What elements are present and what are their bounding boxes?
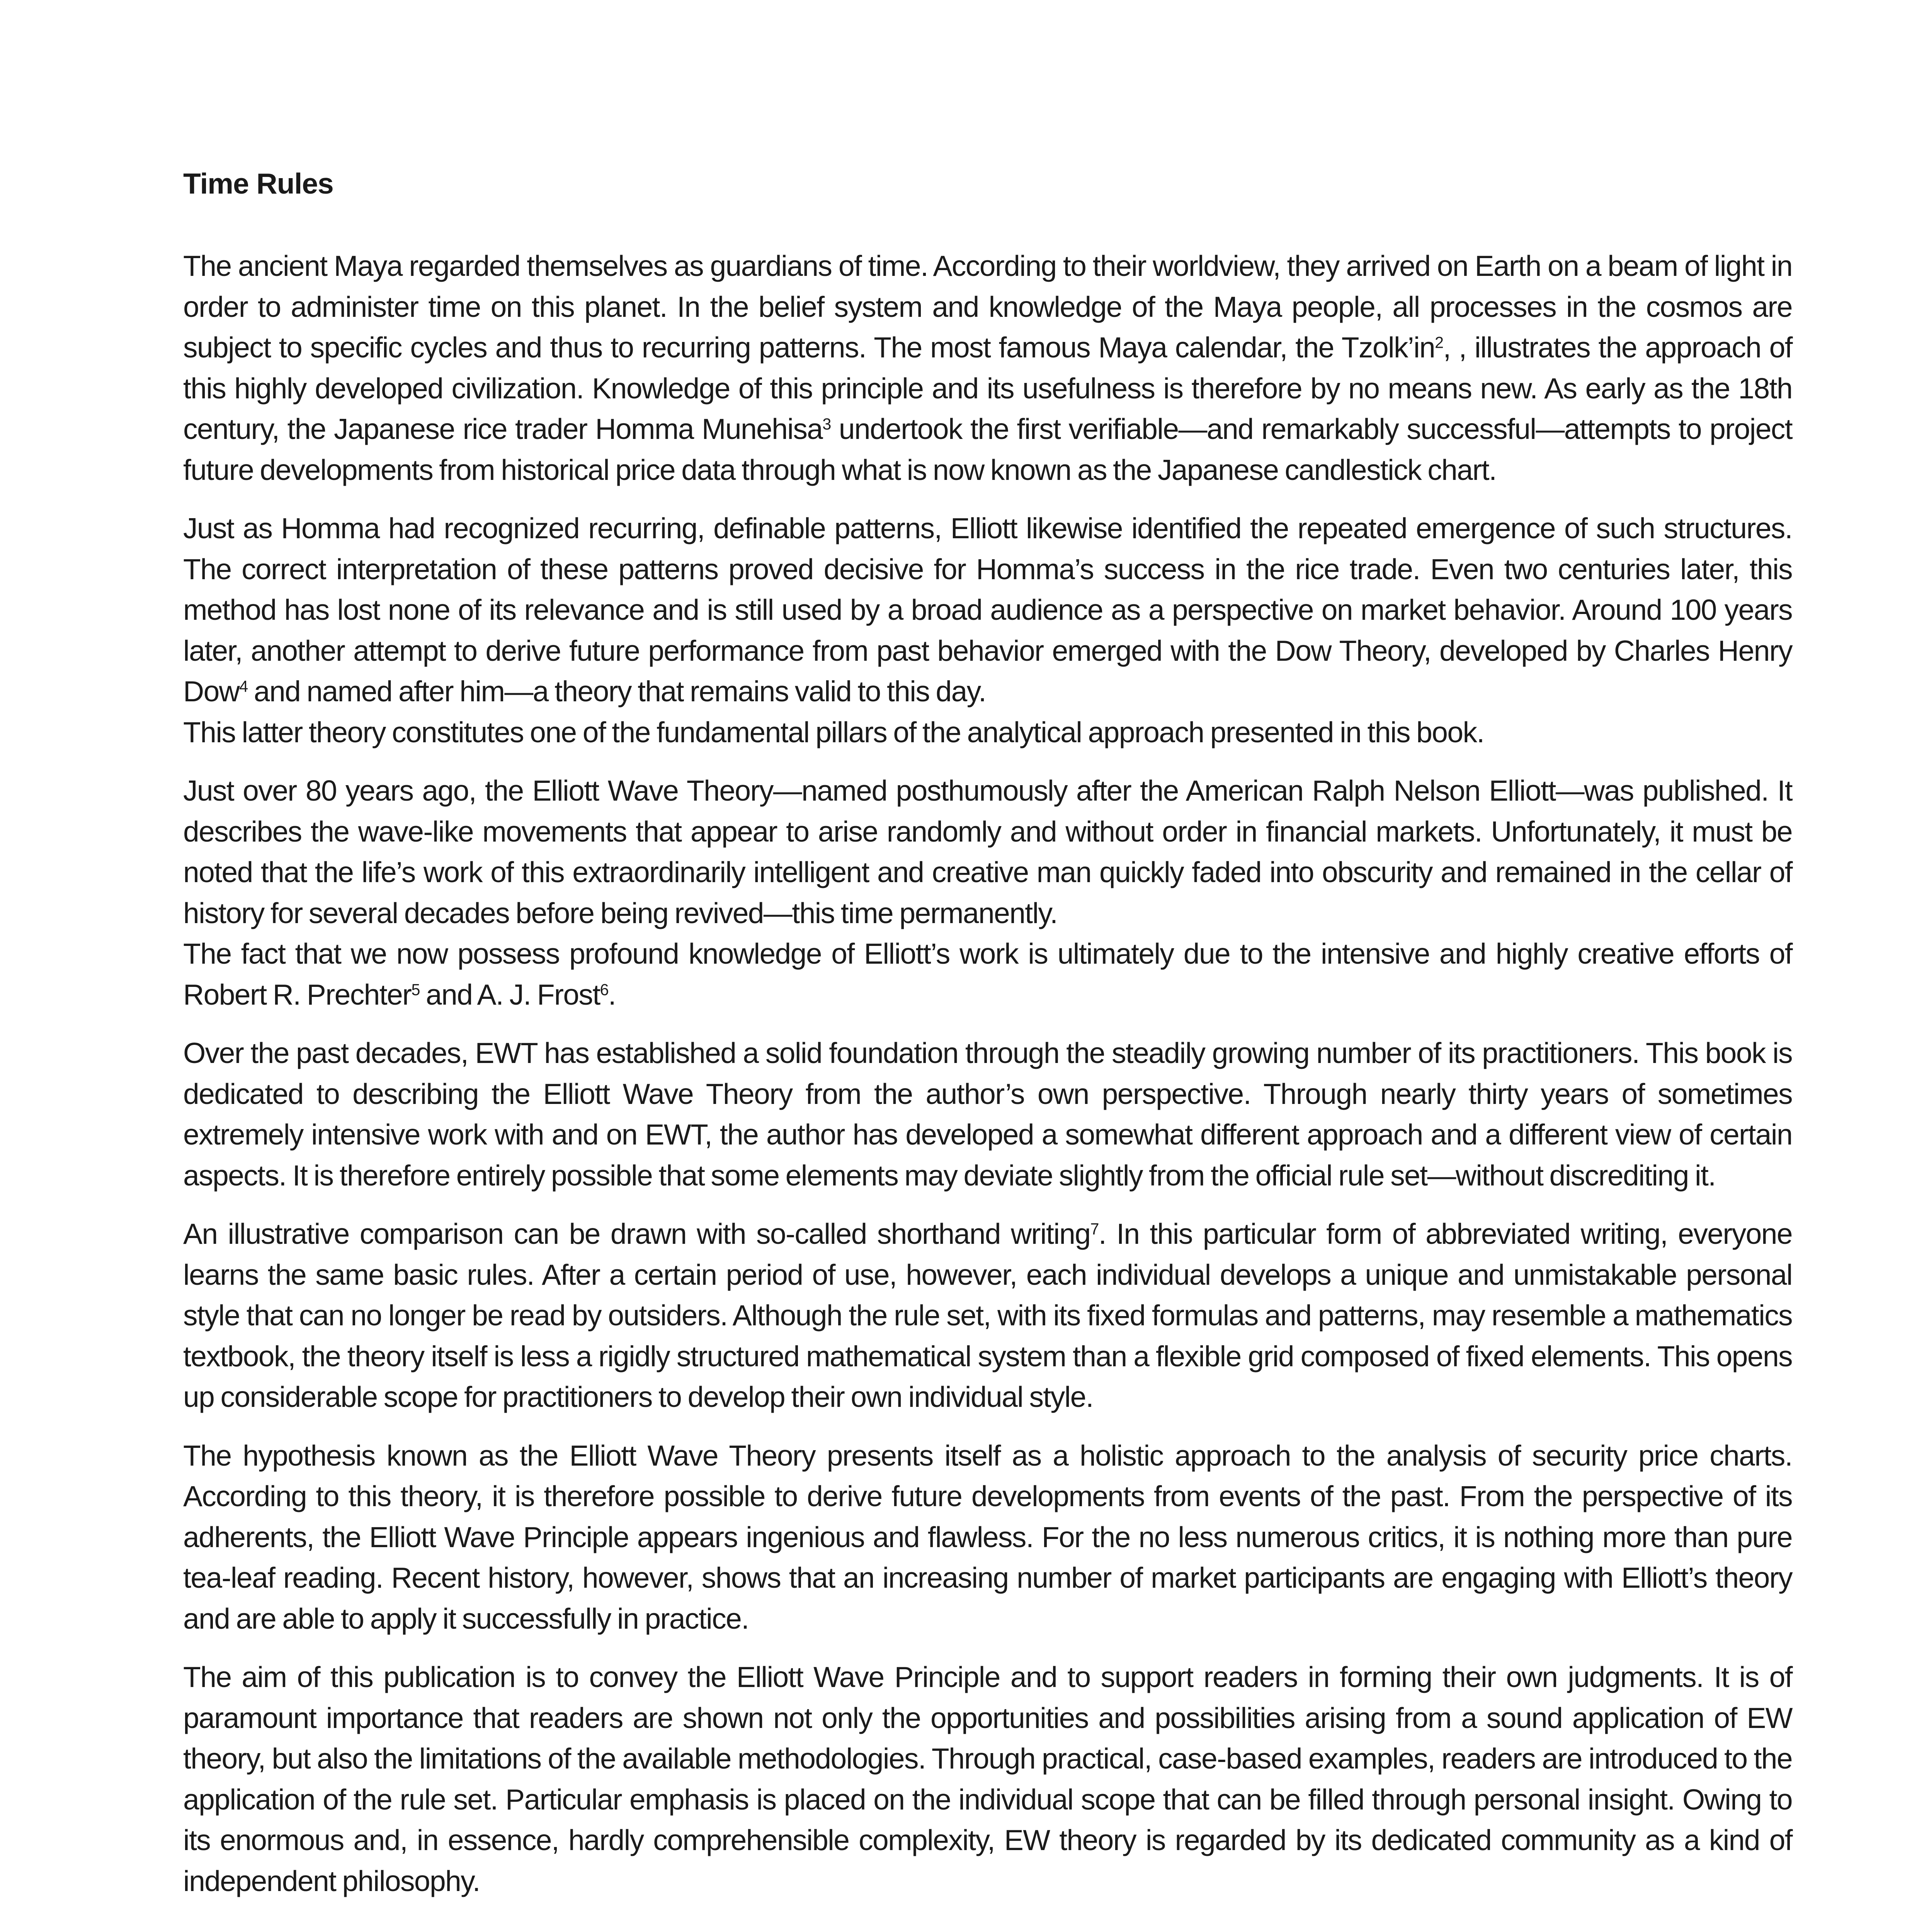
paragraph-text: Just as Homma had recognized recurring, definable patterns, Elliott likewise identified the repeated emergence of such structures. The correct interpretation of these patterns proved decisive for Homma’s success in the rice trade. Even two centuries later, this method has lost none of its relevance and is still used by a broad audience as a perspective on market behavior. Around 100 years later, another attempt to derive future performance from past behavior emerged with the Dow Theory, developed by Charles Henry Dow: [183, 512, 1792, 707]
footnote-ref-2[interactable]: 2: [1435, 333, 1443, 352]
paragraph-aim: [183, 1657, 1792, 1901]
paragraph-text: The hypothesis known as the Elliott Wave Theory presents itself as a holistic approach to the analysis of security price charts. According to this theory, it is therefore possible to derive future developments from events of the past. From the perspective of its adherents, the Elliott Wave Principle appears ingenious and flawless. For the no less numerous critics, it is nothing more than pure tea-leaf reading. Recent history, however, shows that an increasing number of market participants are engaging with Elliott’s theory and are able to apply it successfully in practice.: [183, 1439, 1792, 1635]
paragraph-text: . In this particular form of abbreviated writing, everyone learns the same basic rules. After a certain period of use, however, each individual develops a unique and unmistakable personal style that can no longer be read by outsiders. Although the rule set, with its fixed formulas and patterns, may resemble a mathematics textbook, the theory itself is less a rigidly structured mathematical system than a flexible grid composed of fixed elements. This opens up considerable scope for practitioners to develop their own individual style.: [183, 1218, 1793, 1413]
paragraph-text: The aim of this publication is to convey the Elliott Wave Principle and to support readers in forming their own judgments. It is of paramount importance that readers are shown not only the opportunities and possibilities arising from a sound application of EW theory, but also the limitations of the available methodologies. Through practical, case-based examples, readers are introduced to the application of the rule set. Particular emphasis is placed on the individual scope that can be filled through personal insight. Owing to its enormous and, in essence, hardly comprehensible complexity, EW theory is regarded by its dedicated community as a kind of independent philosophy.: [183, 1661, 1792, 1897]
footnote-ref-4[interactable]: 4: [239, 677, 248, 696]
paragraph-text: The ancient Maya regarded themselves as guardians of time. According to their worldview, they arrived on Earth on a beam of light in order to administer time on this planet. In the belief system and knowledge of the Maya people, all processes in the cosmos are subject to specific cycles and thus to recurring patterns. The most famous Maya calendar, the Tzolk’in: [183, 250, 1792, 364]
paragraph-text: and A. J. Frost: [419, 978, 600, 1011]
footnote-ref-7[interactable]: 7: [1090, 1220, 1099, 1238]
paragraph-elliott-history: [183, 770, 1792, 1015]
footnote-ref-6[interactable]: 6: [600, 980, 608, 998]
paragraph-homma: [183, 508, 1792, 753]
paragraph-text: This latter theory constitutes one of the fundamental pillars of the analytical approach presented in this book.: [183, 716, 1484, 748]
paragraph-text: and named after him—a theory that remains valid to this day.: [247, 675, 986, 707]
paragraph-ewt-practice: [183, 1033, 1792, 1196]
paragraph-text: undertook the first verifiable—and remarkably successful—attempts to project future developments from historical price data through what is now known as the Japanese candlestick chart.: [183, 413, 1792, 486]
paragraph-text: .: [608, 978, 616, 1011]
paragraph-text: Over the past decades, EWT has established a solid foundation through the steadily growing number of its practitioners. This book is dedicated to describing the Elliott Wave Theory from the author’s own perspective. Through nearly thirty years of sometimes extremely intensive work with and on EWT, the author has developed a somewhat different approach and a different view of certain aspects. It is therefore entirely possible that some elements may deviate slightly from the official rule set—without discrediting it.: [183, 1037, 1792, 1192]
paragraph-line: [183, 934, 1792, 1015]
paragraph-text: , , illustrates the approach of this highly developed civilization. Knowledge of this principle and its usefulness is therefore by no means new. As early as the 18th century, the Japanese rice trader Homma Munehisa: [183, 331, 1792, 445]
paragraph-maya: [183, 246, 1792, 490]
footnote-ref-5[interactable]: 5: [411, 980, 420, 998]
paragraph-hypothesis: [183, 1435, 1792, 1639]
body-text: [183, 246, 1792, 1919]
paragraph-text: The fact that we now possess profound knowledge of Elliott’s work is ultimately due to the intensive and highly creative efforts of Robert R. Prechter: [183, 937, 1792, 1011]
section-heading: Time Rules: [183, 167, 333, 200]
paragraph-text: Just over 80 years ago, the Elliott Wave Theory—named posthumously after the American Ralph Nelson Elliott—was published. It describes the wave-like movements that appear to arise randomly and without order in financial markets. Unfortunately, it must be noted that the life’s work of this extraordinarily intelligent and creative man quickly faded into obscurity and remained in the cellar of history for several decades before being revived—this time permanently.: [183, 774, 1792, 929]
footnote-ref-3[interactable]: 3: [822, 415, 831, 433]
paragraph-text: An illustrative comparison can be drawn with so-called shorthand writing: [183, 1218, 1090, 1250]
paragraph-shorthand: [183, 1214, 1792, 1418]
